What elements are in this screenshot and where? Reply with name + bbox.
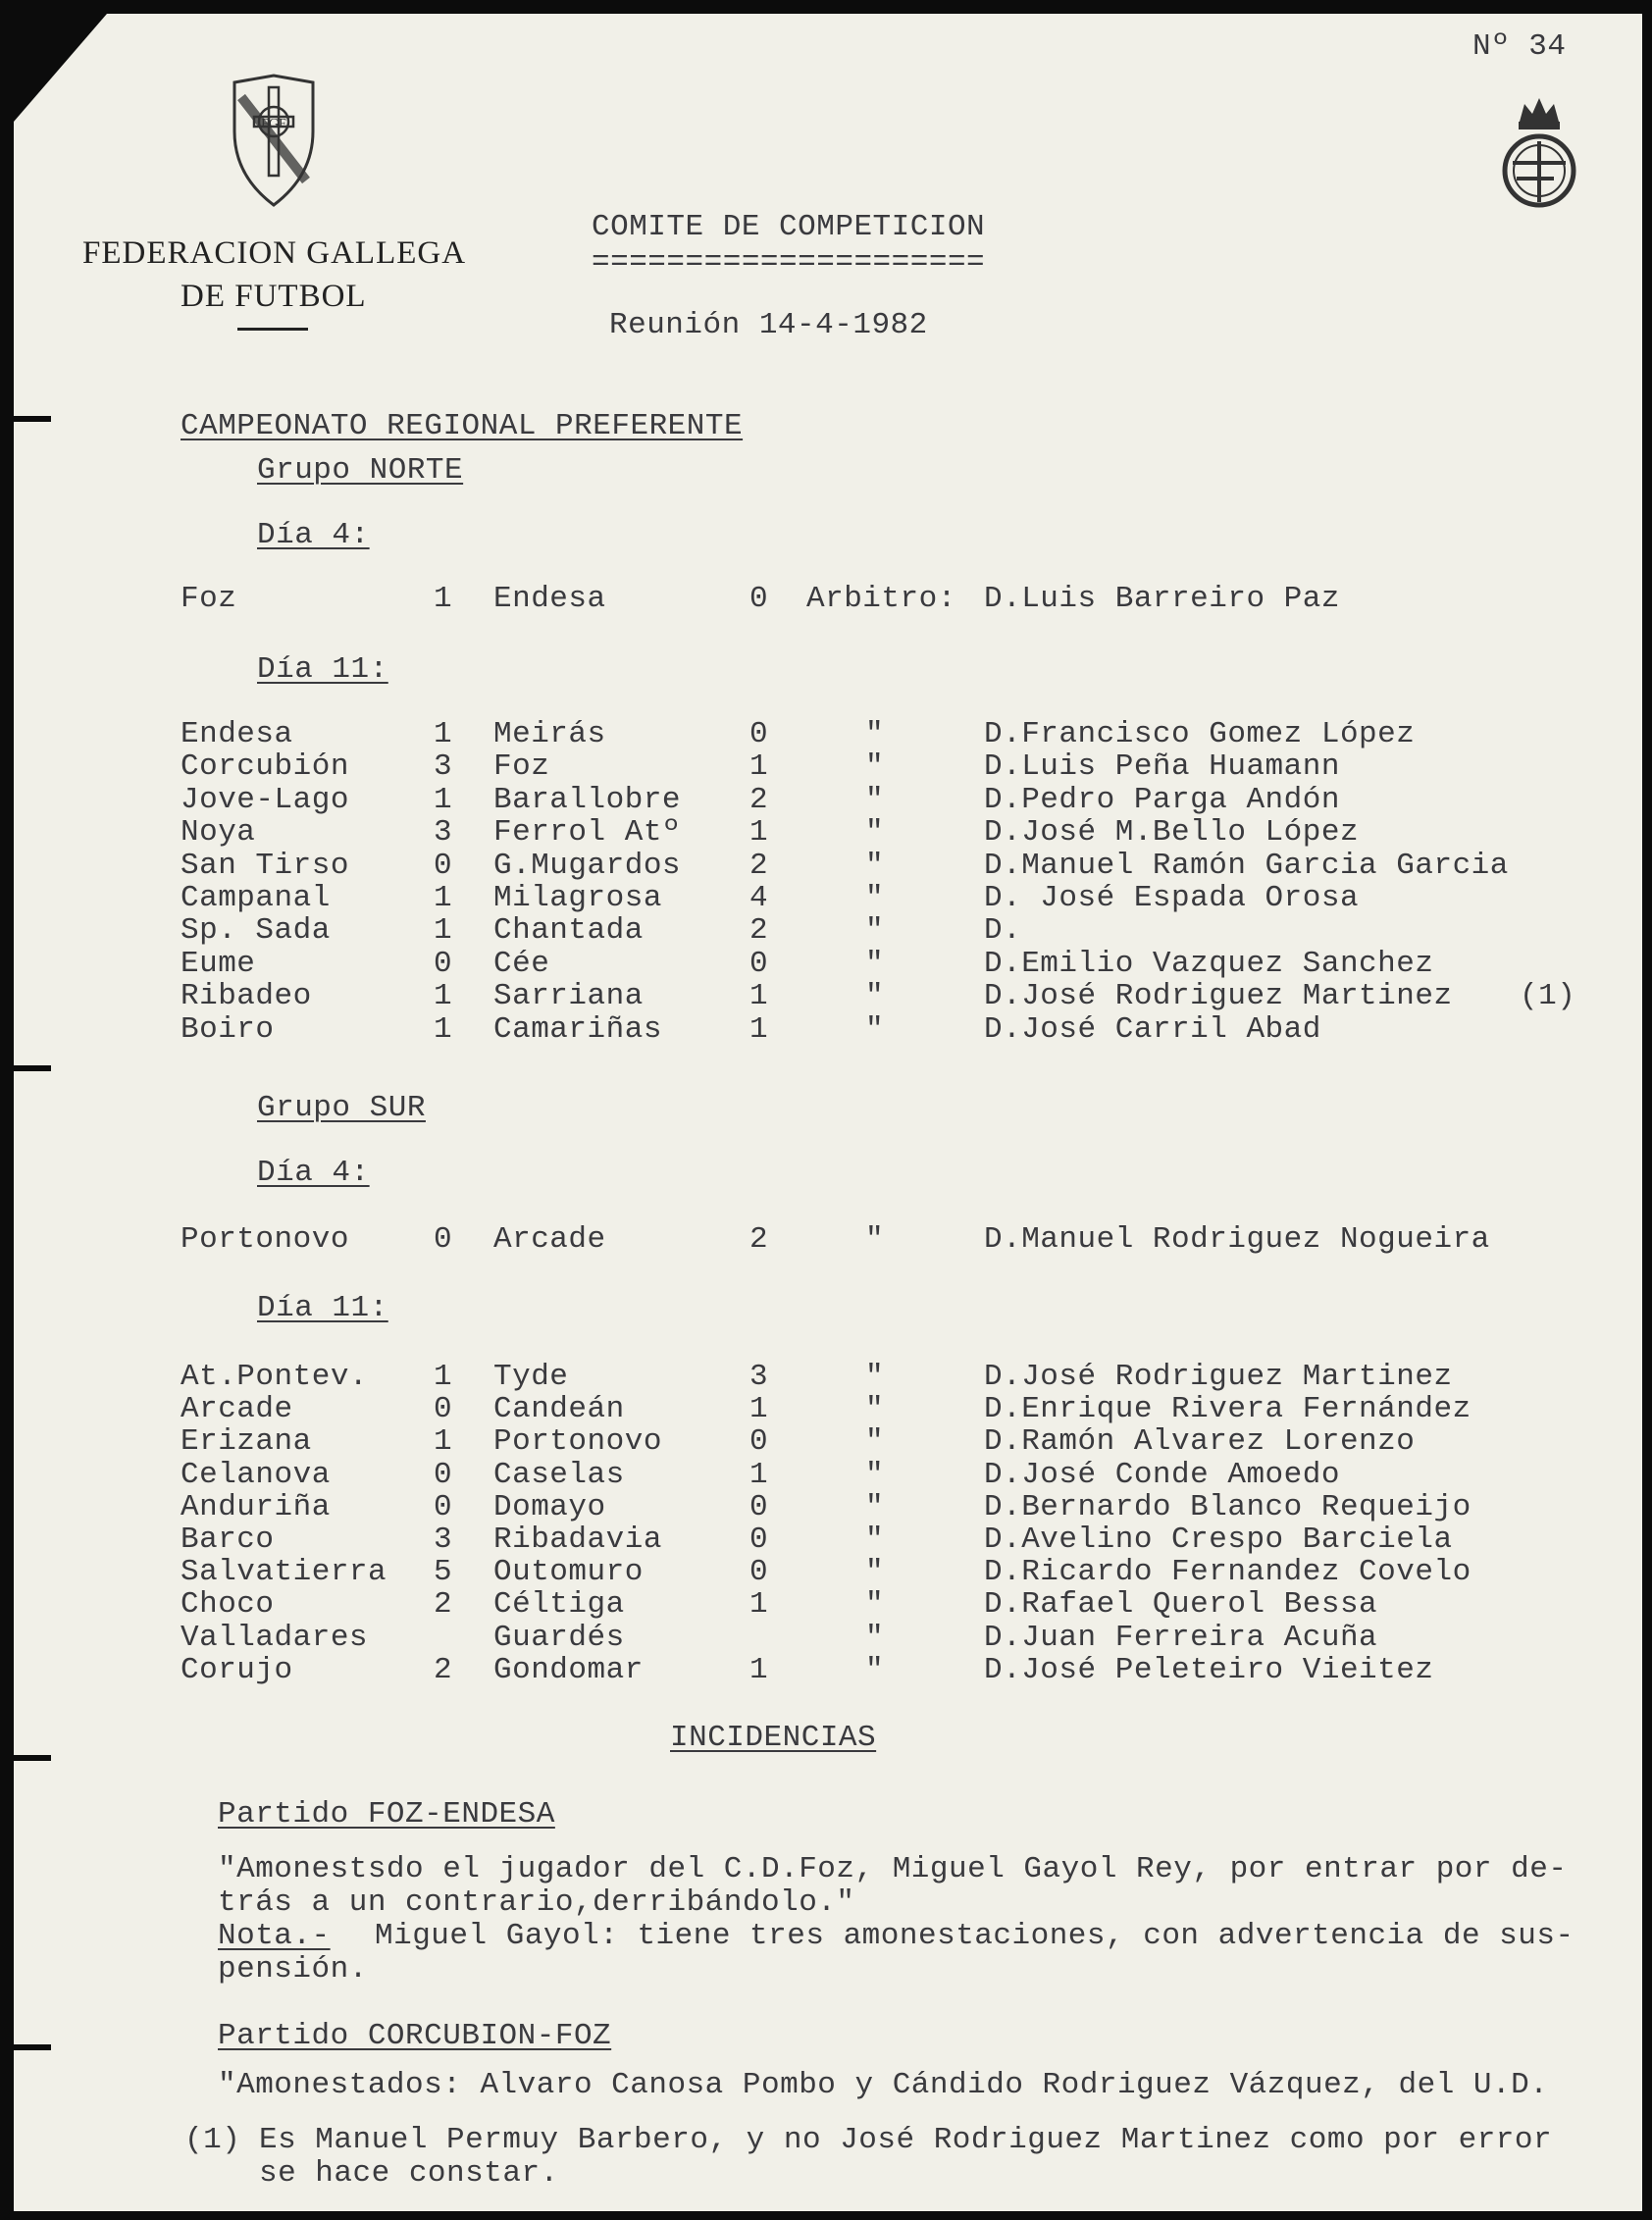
home-score: 1	[434, 1012, 453, 1047]
away-score: 0	[749, 947, 769, 981]
away-score: 2	[749, 1222, 769, 1257]
referee-name: D.Rafael Querol Bessa	[984, 1587, 1378, 1622]
away-team: Tyde	[493, 1360, 569, 1394]
referee-name: D.Avelino Crespo Barciela	[984, 1523, 1453, 1557]
matchday-label: Día 11:	[257, 1291, 388, 1325]
home-team: Valladares	[181, 1621, 369, 1655]
away-score: 3	[749, 1360, 769, 1394]
referee-name: D. José Espada Orosa	[984, 881, 1360, 915]
referee-label: Arbitro:	[806, 582, 956, 616]
away-score: 1	[749, 749, 769, 784]
footnote-line: Es Manuel Permuy Barbero, y no José Rodriguez Martinez como por error	[259, 2123, 1553, 2157]
referee-name: D.Francisco Gomez López	[984, 717, 1416, 751]
referee-name: D.Emilio Vazquez Sanchez	[984, 947, 1434, 981]
footnote-line: se hace constar.	[259, 2156, 559, 2191]
home-team: Arcade	[181, 1392, 293, 1426]
home-score: 0	[434, 1490, 453, 1524]
referee-name: D.Manuel Rodriguez Nogueira	[984, 1222, 1490, 1257]
home-score: 1	[434, 1424, 453, 1459]
home-team: At.Pontev.	[181, 1360, 369, 1394]
svg-text:FGF: FGF	[261, 117, 286, 131]
away-score: 0	[749, 1490, 769, 1524]
away-score: 1	[749, 1587, 769, 1622]
federation-name: FEDERACION GALLEGA	[82, 235, 467, 271]
referee-name: D.Enrique Rivera Fernández	[984, 1392, 1471, 1426]
away-score: 2	[749, 913, 769, 948]
referee-name: D.Juan Ferreira Acuña	[984, 1621, 1378, 1655]
binding-mark	[14, 1065, 51, 1071]
home-team: Noya	[181, 815, 256, 850]
ditto-mark: "	[865, 1587, 885, 1622]
ditto-mark: "	[865, 1653, 885, 1687]
home-team: San Tirso	[181, 849, 349, 883]
incident-text: trás a un contrario,derribándolo."	[218, 1885, 855, 1920]
ditto-mark: "	[865, 1458, 885, 1492]
home-team: Foz	[181, 582, 237, 616]
meeting-date: Reunión 14-4-1982	[609, 308, 928, 342]
home-score: 1	[434, 717, 453, 751]
referee-name: D.José Carril Abad	[984, 1012, 1321, 1047]
home-team: Ribadeo	[181, 979, 312, 1013]
referee-name: D.Ricardo Fernandez Covelo	[984, 1555, 1471, 1589]
incident-title: Partido FOZ-ENDESA	[218, 1797, 555, 1832]
home-score: 3	[434, 815, 453, 850]
referee-name: D.Manuel Ramón Garcia Garcia	[984, 849, 1509, 883]
home-score: 2	[434, 1653, 453, 1687]
away-team: Camariñas	[493, 1012, 662, 1047]
away-team: Outomuro	[493, 1555, 644, 1589]
incident-title: Partido CORCUBION-FOZ	[218, 2019, 612, 2053]
matchday-label: Día 11:	[257, 652, 388, 687]
championship-title: CAMPEONATO REGIONAL PREFERENTE	[181, 409, 744, 443]
referee-name: D.	[984, 913, 1022, 948]
incidents-heading: INCIDENCIAS	[670, 1721, 877, 1755]
ditto-mark: "	[865, 1392, 885, 1426]
ditto-mark: "	[865, 947, 885, 981]
royal-crest-icon	[1495, 92, 1583, 215]
away-team: Gondomar	[493, 1653, 644, 1687]
group-title: Grupo SUR	[257, 1091, 426, 1125]
ditto-mark: "	[865, 717, 885, 751]
binding-mark	[14, 1755, 51, 1761]
document-page	[14, 14, 1642, 2211]
binding-mark	[14, 2044, 51, 2050]
referee-name: D.Ramón Alvarez Lorenzo	[984, 1424, 1416, 1459]
away-score: 0	[749, 717, 769, 751]
home-score: 0	[434, 849, 453, 883]
away-score: 2	[749, 849, 769, 883]
home-score: 0	[434, 1392, 453, 1426]
home-team: Choco	[181, 1587, 275, 1622]
away-score: 0	[749, 582, 769, 616]
footnote-marker: (1)	[184, 2123, 241, 2157]
referee-name: D.José Rodriguez Martinez	[984, 979, 1453, 1013]
ditto-mark: "	[865, 815, 885, 850]
away-team: Barallobre	[493, 783, 682, 817]
binding-mark	[14, 416, 51, 422]
committee-title-underline: =====================	[592, 245, 986, 280]
home-score: 0	[434, 1222, 453, 1257]
away-score: 1	[749, 979, 769, 1013]
home-score: 1	[434, 582, 453, 616]
footnote-reference: (1)	[1520, 979, 1576, 1013]
home-score: 5	[434, 1555, 453, 1589]
ditto-mark: "	[865, 979, 885, 1013]
referee-name: D.José Peleteiro Vieitez	[984, 1653, 1434, 1687]
ditto-mark: "	[865, 881, 885, 915]
away-team: Foz	[493, 749, 550, 784]
away-score: 2	[749, 783, 769, 817]
away-team: Arcade	[493, 1222, 606, 1257]
away-team: Céltiga	[493, 1587, 625, 1622]
ditto-mark: "	[865, 1012, 885, 1047]
home-team: Campanal	[181, 881, 331, 915]
away-team: Domayo	[493, 1490, 606, 1524]
away-team: Caselas	[493, 1458, 625, 1492]
away-score: 4	[749, 881, 769, 915]
document-number: Nº 34	[1472, 29, 1567, 64]
away-team: Portonovo	[493, 1424, 662, 1459]
ditto-mark: "	[865, 1555, 885, 1589]
home-team: Eume	[181, 947, 256, 981]
home-score: 3	[434, 1523, 453, 1557]
group-title: Grupo NORTE	[257, 453, 464, 488]
ditto-mark: "	[865, 1222, 885, 1257]
away-team: Cée	[493, 947, 550, 981]
ditto-mark: "	[865, 1490, 885, 1524]
home-score: 1	[434, 881, 453, 915]
away-team: Sarriana	[493, 979, 644, 1013]
incident-note-text: pensión.	[218, 1952, 368, 1987]
home-team: Corujo	[181, 1653, 293, 1687]
torn-corner	[14, 14, 107, 122]
matchday-label: Día 4:	[257, 518, 370, 552]
home-team: Portonovo	[181, 1222, 349, 1257]
home-score: 3	[434, 749, 453, 784]
incident-text: "Amonestsdo el jugador del C.D.Foz, Miguel Gayol Rey, por entrar por de-	[218, 1852, 1568, 1886]
away-team: Chantada	[493, 913, 644, 948]
home-score: 1	[434, 1360, 453, 1394]
referee-name: D.José M.Bello López	[984, 815, 1360, 850]
away-score: 1	[749, 1392, 769, 1426]
home-score: 0	[434, 947, 453, 981]
away-team: Guardés	[493, 1621, 625, 1655]
federation-rule	[237, 328, 308, 331]
federation-shield-icon	[230, 73, 318, 210]
committee-title: COMITE DE COMPETICION	[592, 210, 986, 244]
away-team: Endesa	[493, 582, 606, 616]
referee-name: D.José Conde Amoedo	[984, 1458, 1340, 1492]
home-team: Boiro	[181, 1012, 275, 1047]
away-score: 0	[749, 1523, 769, 1557]
referee-name: D.Pedro Parga Andón	[984, 783, 1340, 817]
home-team: Celanova	[181, 1458, 331, 1492]
away-team: Ferrol Atº	[493, 815, 682, 850]
referee-name: D.Luis Peña Huamann	[984, 749, 1340, 784]
home-score: 1	[434, 783, 453, 817]
home-team: Jove-Lago	[181, 783, 349, 817]
matchday-label: Día 4:	[257, 1156, 370, 1190]
home-score: 1	[434, 913, 453, 948]
away-score: 1	[749, 1012, 769, 1047]
referee-name: D.Bernardo Blanco Requeijo	[984, 1490, 1471, 1524]
home-team: Anduriña	[181, 1490, 331, 1524]
home-team: Endesa	[181, 717, 293, 751]
referee-name: D.José Rodriguez Martinez	[984, 1360, 1453, 1394]
away-team: Meirás	[493, 717, 606, 751]
away-score: 0	[749, 1424, 769, 1459]
home-team: Barco	[181, 1523, 275, 1557]
away-score: 1	[749, 1653, 769, 1687]
ditto-mark: "	[865, 1360, 885, 1394]
ditto-mark: "	[865, 749, 885, 784]
ditto-mark: "	[865, 1523, 885, 1557]
home-team: Erizana	[181, 1424, 312, 1459]
incident-note-text: Miguel Gayol: tiene tres amonestaciones, con advertencia de sus-	[375, 1919, 1575, 1953]
away-team: Ribadavia	[493, 1523, 662, 1557]
ditto-mark: "	[865, 849, 885, 883]
home-team: Salvatierra	[181, 1555, 387, 1589]
home-score: 2	[434, 1587, 453, 1622]
home-score: 1	[434, 979, 453, 1013]
home-team: Sp. Sada	[181, 913, 331, 948]
incident-text: "Amonestados: Alvaro Canosa Pombo y Cándido Rodriguez Vázquez, del U.D.	[218, 2068, 1549, 2102]
ditto-mark: "	[865, 783, 885, 817]
away-score: 0	[749, 1555, 769, 1589]
ditto-mark: "	[865, 1621, 885, 1655]
away-team: G.Mugardos	[493, 849, 682, 883]
referee-name: D.Luis Barreiro Paz	[984, 582, 1340, 616]
away-score: 1	[749, 815, 769, 850]
ditto-mark: "	[865, 913, 885, 948]
federation-name-line2: DE FUTBOL	[181, 279, 367, 314]
away-team: Milagrosa	[493, 881, 662, 915]
home-score: 0	[434, 1458, 453, 1492]
home-team: Corcubión	[181, 749, 349, 784]
away-score: 1	[749, 1458, 769, 1492]
incident-note-label: Nota.-	[218, 1919, 331, 1953]
away-team: Candeán	[493, 1392, 625, 1426]
ditto-mark: "	[865, 1424, 885, 1459]
